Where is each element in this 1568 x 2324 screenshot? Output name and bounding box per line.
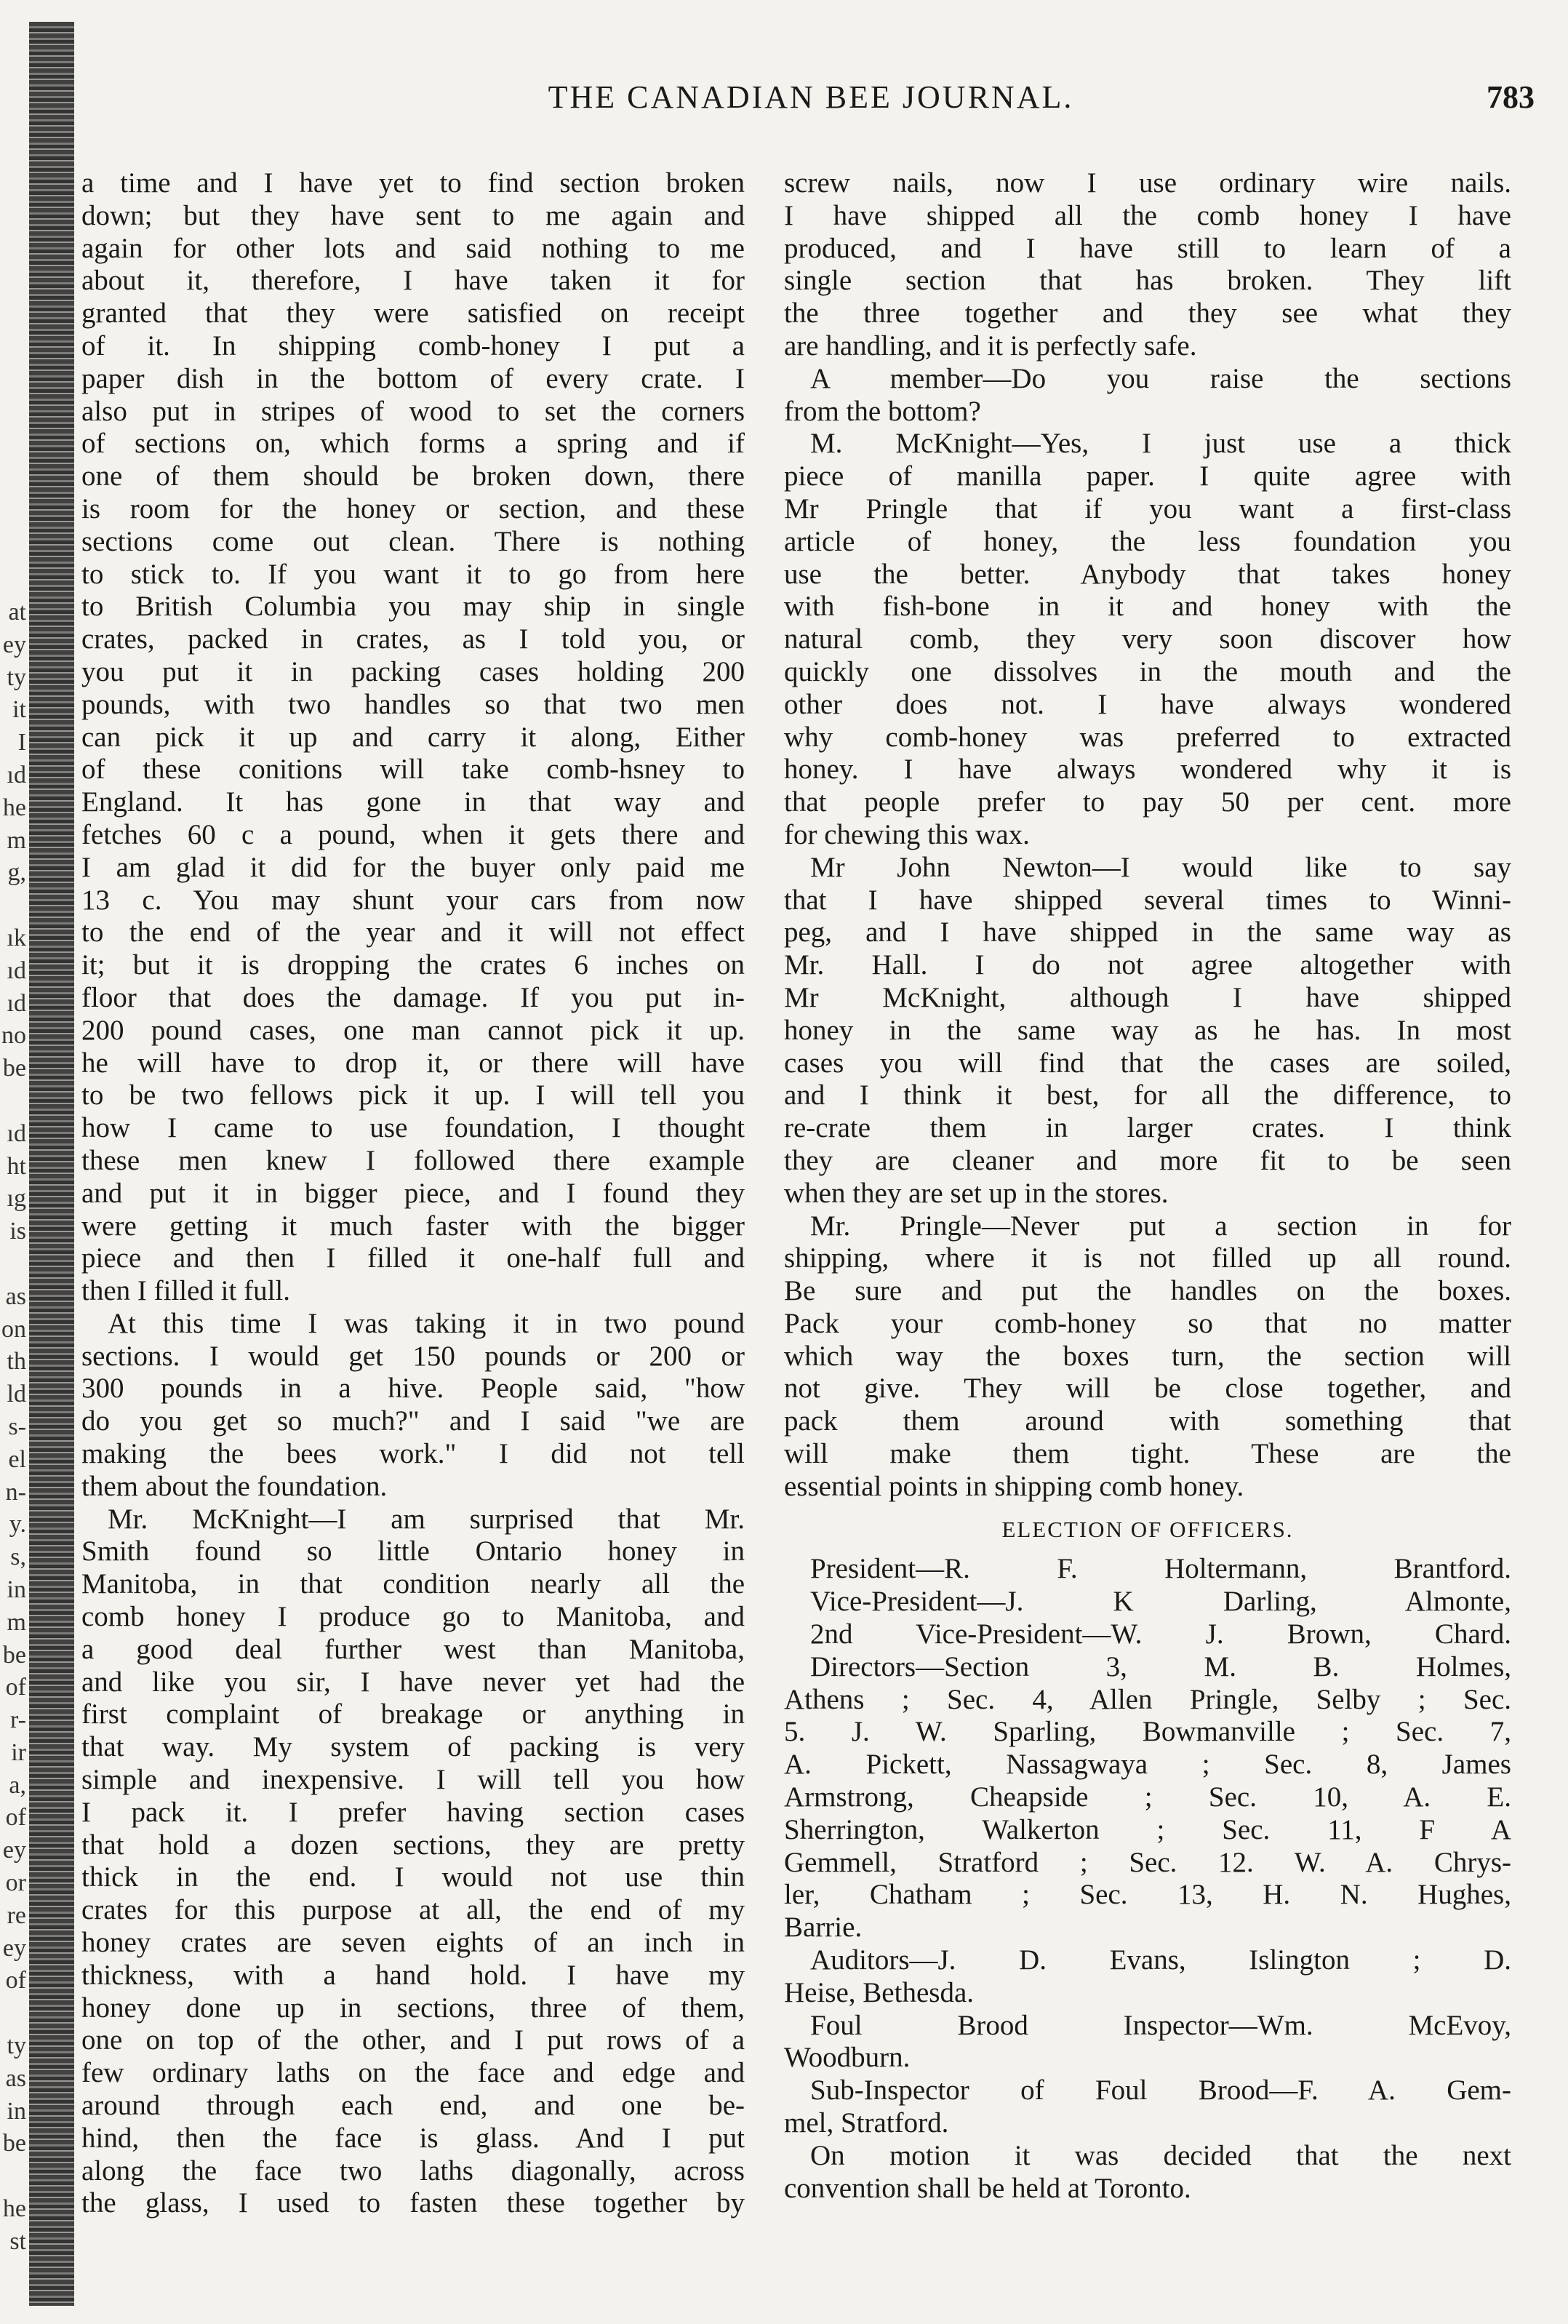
text-line: quickly one dissolves in the mouth and the: [784, 655, 1511, 687]
text-line: peg, and I have shipped in the same way as: [784, 917, 1511, 949]
text-line: Pack your comb-honey so that no matter: [784, 1307, 1511, 1339]
bleed-fragment: [0, 1248, 26, 1281]
text-line: thick in the end. I would not use thin: [81, 1861, 745, 1893]
text-line: making the bees work." I did not tell: [81, 1438, 745, 1470]
bleed-fragment: [0, 1997, 26, 2030]
text-line: piece of manilla paper. I quite agree with: [784, 460, 1511, 492]
text-line: 5. J. W. Sparling, Bowmanville ; Sec. 7,: [784, 1716, 1511, 1748]
text-line: of it. In shipping comb-honey I put a: [81, 330, 745, 362]
bleed-fragment: r-: [10, 1706, 26, 1734]
text-line: down; but they have sent to me again and: [81, 199, 745, 231]
text-line: A. Pickett, Nassagwaya ; Sec. 8, James: [784, 1749, 1511, 1781]
text-line: first complaint of breakage or anything in: [81, 1698, 745, 1730]
bleed-fragment: s,: [10, 1544, 26, 1571]
text-line: along the face two laths diagonally, across: [81, 2155, 745, 2187]
bleed-fragment: m: [7, 1608, 26, 1636]
text-line: Smith found so little Ontario honey in: [81, 1536, 745, 1568]
text-line: the three together and they see what they: [784, 298, 1511, 330]
text-line: that people prefer to pay 50 per cent. more: [784, 786, 1511, 818]
journal-title: THE CANADIAN BEE JOURNAL.: [548, 79, 1074, 115]
text-line: Athens ; Sec. 4, Allen Pringle, Selby ; Sec.: [784, 1683, 1511, 1715]
text-line: to British Columbia you may ship in single: [81, 591, 745, 623]
bleed-fragment: as: [5, 1282, 26, 1310]
page-number: 783: [1487, 79, 1535, 115]
text-line: about it, therefore, I have taken it for: [81, 265, 745, 297]
text-line: are handling, and it is perfectly safe.: [784, 330, 1197, 362]
text-line: produced, and I have still to learn of a: [784, 232, 1511, 264]
text-line: 13 c. You may shunt your cars from now: [81, 884, 745, 916]
text-line: that hold a dozen sections, they are pretty: [81, 1829, 745, 1861]
section-heading: ELECTION OF OFFICERS.: [1001, 1516, 1294, 1542]
text-line: On motion it was decided that the next: [810, 2139, 1511, 2171]
text-line: convention shall be held at Toronto.: [784, 2172, 1191, 2204]
text-line: simple and inexpensive. I will tell you how: [81, 1764, 745, 1796]
text-line: also put in stripes of wood to set the corners: [81, 395, 745, 427]
text-line: a good deal further west than Manitoba,: [81, 1633, 745, 1665]
bleed-fragment: ıd: [7, 989, 26, 1017]
bleed-fragment: ıd: [7, 957, 26, 984]
text-line: Barrie.: [784, 1912, 863, 1944]
bleed-fragment: in: [7, 1576, 26, 1603]
text-line: to the end of the year and it will not effect: [81, 917, 745, 949]
bleed-fragment: th: [7, 1348, 26, 1375]
text-line: hind, then the face is glass. And I put: [81, 2122, 745, 2154]
text-line: of these conitions will take comb-hsney to: [81, 754, 745, 786]
text-line: do you get so much?" and I said "we are: [81, 1405, 745, 1437]
text-line: to stick to. If you want it to go from here: [81, 558, 745, 590]
text-line: other does not. I have always wondered: [784, 688, 1511, 720]
text-line: these men knew I followed there example: [81, 1144, 745, 1176]
text-line: thickness, with a hand hold. I have my: [81, 1959, 745, 1991]
text-line: them about the foundation.: [81, 1470, 388, 1502]
bleed-fragment: ld: [7, 1381, 26, 1408]
text-line: screw nails, now I use ordinary wire nails.: [784, 167, 1511, 199]
text-line: I pack it. I prefer having section cases: [81, 1796, 745, 1828]
bleed-fragment: re: [7, 1901, 26, 1929]
text-line: 300 pounds in a hive. People said, "how: [81, 1373, 745, 1405]
text-line: article of honey, the less foundation you: [784, 525, 1511, 557]
text-line: Mr. McKnight—I am surprised that Mr.: [108, 1503, 745, 1535]
text-line: from the bottom?: [784, 395, 981, 427]
text-line: mel, Stratford.: [784, 2107, 949, 2139]
text-line: crates, packed in crates, as I told you, or: [81, 623, 745, 655]
text-line: crates for this purpose at all, the end of my: [81, 1894, 745, 1926]
bleed-fragment: ht: [7, 1152, 26, 1180]
text-line: Auditors—J. D. Evans, Islington ; D.: [810, 1944, 1511, 1976]
text-line: one of them should be broken down, there: [81, 460, 745, 492]
text-line: it; but it is dropping the crates 6 inches on: [81, 949, 745, 981]
text-line: 200 pound cases, one man cannot pick it up.: [81, 1014, 745, 1046]
text-line: and like you sir, I have never yet had the: [81, 1666, 745, 1698]
bleed-fragment: a,: [9, 1771, 26, 1799]
right-column: [784, 167, 1511, 2205]
bleed-fragment: be: [2, 1055, 26, 1082]
text-line: with fish-bone in it and honey with the: [784, 591, 1511, 623]
bleed-fragment: in: [7, 2097, 26, 2125]
text-line: Mr McKnight, although I have shipped: [784, 981, 1511, 1013]
bleed-fragment: on: [1, 1315, 26, 1343]
bleed-fragment: ey: [2, 631, 26, 658]
text-line: essential points in shipping comb honey.: [784, 1470, 1244, 1502]
text-line: not give. They will be close together, and: [784, 1373, 1511, 1405]
text-line: shipping, where it is not filled up all round.: [784, 1242, 1511, 1274]
bleed-fragment: or: [5, 1869, 26, 1897]
text-line: few ordinary laths on the face and edge and: [81, 2057, 745, 2089]
text-line: ler, Chatham ; Sec. 13, H. N. Hughes,: [784, 1879, 1511, 1911]
bleed-fragment: I: [17, 729, 26, 756]
bleed-fragment: of: [5, 1674, 26, 1701]
text-line: granted that they were satisfied on receipt: [81, 298, 745, 330]
text-line: A member—Do you raise the sections: [810, 362, 1511, 394]
text-line: you put it in packing cases holding 200: [81, 655, 745, 687]
text-line: then I filled it full.: [81, 1275, 291, 1307]
text-line: they are cleaner and more fit to be seen: [784, 1144, 1511, 1176]
bleed-fragment: s-: [8, 1413, 26, 1440]
text-line: for chewing this wax.: [784, 818, 1030, 850]
bleed-fragment: ey: [2, 1837, 26, 1864]
text-line: sections. I would get 150 pounds or 200 or: [81, 1340, 745, 1372]
scanned-binding-edge: [29, 22, 74, 2306]
text-line: of sections on, which forms a spring and if: [81, 428, 745, 460]
bleed-fragment: ey: [2, 1934, 26, 1962]
bleed-fragment: as: [5, 2064, 26, 2092]
text-line: pounds, with two handles so that two men: [81, 688, 745, 720]
text-line: I am glad it did for the buyer only paid me: [81, 851, 745, 883]
text-line: when they are set up in the stores.: [784, 1177, 1169, 1209]
text-line: honey crates are seven eights of an inch in: [81, 1927, 745, 1959]
text-line: honey in the same way as he has. In most: [784, 1014, 1511, 1046]
text-line: piece and then I filled it one-half full and: [81, 1242, 745, 1274]
bleed-fragment: is: [9, 1218, 26, 1245]
text-line: Be sure and put the handles on the boxes.: [784, 1275, 1511, 1307]
text-line: Sherrington, Walkerton ; Sec. 11, F A: [784, 1813, 1511, 1845]
bleed-fragment: y.: [9, 1511, 26, 1538]
text-line: to be two fellows pick it up. I will tell you: [81, 1079, 745, 1111]
text-line: were getting it much faster with the bigger: [81, 1210, 745, 1242]
text-line: and I think it best, for all the difference, to: [784, 1079, 1511, 1111]
text-line: comb honey I produce go to Manitoba, and: [81, 1601, 745, 1633]
text-line: that way. My system of packing is very: [81, 1731, 745, 1763]
bleed-fragment: [0, 1085, 26, 1118]
text-line: he will have to drop it, or there will have: [81, 1047, 745, 1079]
text-line: cases you will find that the cases are soiled,: [784, 1047, 1511, 1079]
text-line: again for other lots and said nothing to me: [81, 232, 745, 264]
bleed-fragment: el: [8, 1445, 26, 1473]
text-line: Gemmell, Stratford ; Sec. 12. W. A. Chrys-: [784, 1846, 1511, 1878]
text-line: honey done up in sections, three of them,: [81, 1992, 745, 2024]
text-line: will make them tight. These are the: [784, 1438, 1511, 1470]
text-line: re-crate them in larger crates. I think: [784, 1112, 1511, 1144]
bleed-fragment: [0, 890, 26, 922]
text-line: single section that has broken. They lift: [784, 265, 1511, 297]
text-line: Mr. Pringle—Never put a section in for: [810, 1210, 1511, 1242]
text-line: Armstrong, Cheapside ; Sec. 10, A. E.: [784, 1781, 1511, 1813]
text-line: natural comb, they very soon discover how: [784, 623, 1511, 655]
text-line: M. McKnight—Yes, I just use a thick: [810, 428, 1511, 460]
text-line: Mr John Newton—I would like to say: [810, 851, 1511, 883]
bleed-fragment: ıd: [7, 1119, 26, 1147]
bleed-fragment: of: [5, 1967, 26, 1994]
adjacent-page-bleed: [0, 596, 26, 2259]
bleed-fragment: m: [7, 826, 26, 854]
text-line: one on top of the other, and I put rows of a: [81, 2024, 745, 2056]
text-line: At this time I was taking it in two pound: [108, 1307, 745, 1339]
bleed-fragment: st: [9, 2227, 26, 2255]
bleed-fragment: [0, 2160, 26, 2193]
text-line: the glass, I used to fasten these together by: [81, 2187, 745, 2219]
text-line: I have shipped all the comb honey I have: [784, 199, 1511, 231]
bleed-fragment: no: [1, 1022, 26, 1050]
text-line: pack them around with something that: [784, 1405, 1511, 1437]
text-line: Manitoba, in that condition nearly all the: [81, 1568, 745, 1600]
bleed-fragment: of: [5, 1804, 26, 1832]
text-line: and put it in bigger piece, and I found they: [81, 1177, 745, 1209]
text-line: Directors—Section 3, M. B. Holmes,: [810, 1650, 1511, 1682]
text-line: which way the boxes turn, the section will: [784, 1340, 1511, 1372]
text-line: Mr Pringle that if you want a first-class: [784, 492, 1511, 524]
text-line: that I have shipped several times to Winni-: [784, 884, 1511, 916]
bleed-fragment: ıd: [7, 761, 26, 788]
bleed-fragment: ıg: [7, 1185, 26, 1213]
bleed-fragment: ir: [11, 1738, 26, 1766]
bleed-fragment: ty: [7, 663, 26, 691]
text-line: can pick it up and carry it along, Either: [81, 721, 745, 753]
text-line: a time and I have yet to find section broken: [81, 167, 745, 199]
bleed-fragment: be: [2, 1641, 26, 1669]
text-line: how I came to use foundation, I thought: [81, 1112, 745, 1144]
text-line: Mr. Hall. I do not agree altogether with: [784, 949, 1511, 981]
bleed-fragment: n-: [5, 1478, 26, 1506]
bleed-fragment: it: [12, 696, 26, 724]
text-line: Foul Brood Inspector—Wm. McEvoy,: [810, 2009, 1511, 2041]
bleed-fragment: ık: [7, 924, 26, 951]
text-line: why comb-honey was preferred to extracted: [784, 721, 1511, 753]
text-line: Heise, Bethesda.: [784, 1976, 975, 2008]
left-column: [81, 167, 745, 2220]
text-line: floor that does the damage. If you put in-: [81, 981, 745, 1013]
bleed-fragment: ty: [7, 2032, 26, 2060]
text-line: sections come out clean. There is nothing: [81, 525, 745, 557]
bleed-fragment: at: [8, 599, 26, 626]
text-line: Sub-Inspector of Foul Brood—F. A. Gem-: [810, 2075, 1511, 2107]
text-line: is room for the honey or section, and these: [81, 492, 745, 524]
text-line: Vice-President—J. K Darling, Almonte,: [810, 1586, 1511, 1618]
text-line: paper dish in the bottom of every crate. I: [81, 362, 745, 394]
text-line: fetches 60 c a pound, when it gets there and: [81, 818, 745, 850]
text-line: England. It has gone in that way and: [81, 786, 745, 818]
bleed-fragment: g,: [7, 859, 26, 887]
bleed-fragment: he: [2, 2195, 26, 2223]
text-line: Woodburn.: [784, 2042, 911, 2074]
text-line: 2nd Vice-President—W. J. Brown, Chard.: [810, 1618, 1511, 1650]
text-line: use the better. Anybody that takes honey: [784, 558, 1511, 590]
text-line: honey. I have always wondered why it is: [784, 754, 1511, 786]
text-line: President—R. F. Holtermann, Brantford.: [810, 1553, 1511, 1585]
text-line: around through each end, and one be-: [81, 2090, 745, 2122]
bleed-fragment: he: [2, 794, 26, 821]
bleed-fragment: be: [2, 2130, 26, 2157]
page-header: [87, 79, 1535, 122]
